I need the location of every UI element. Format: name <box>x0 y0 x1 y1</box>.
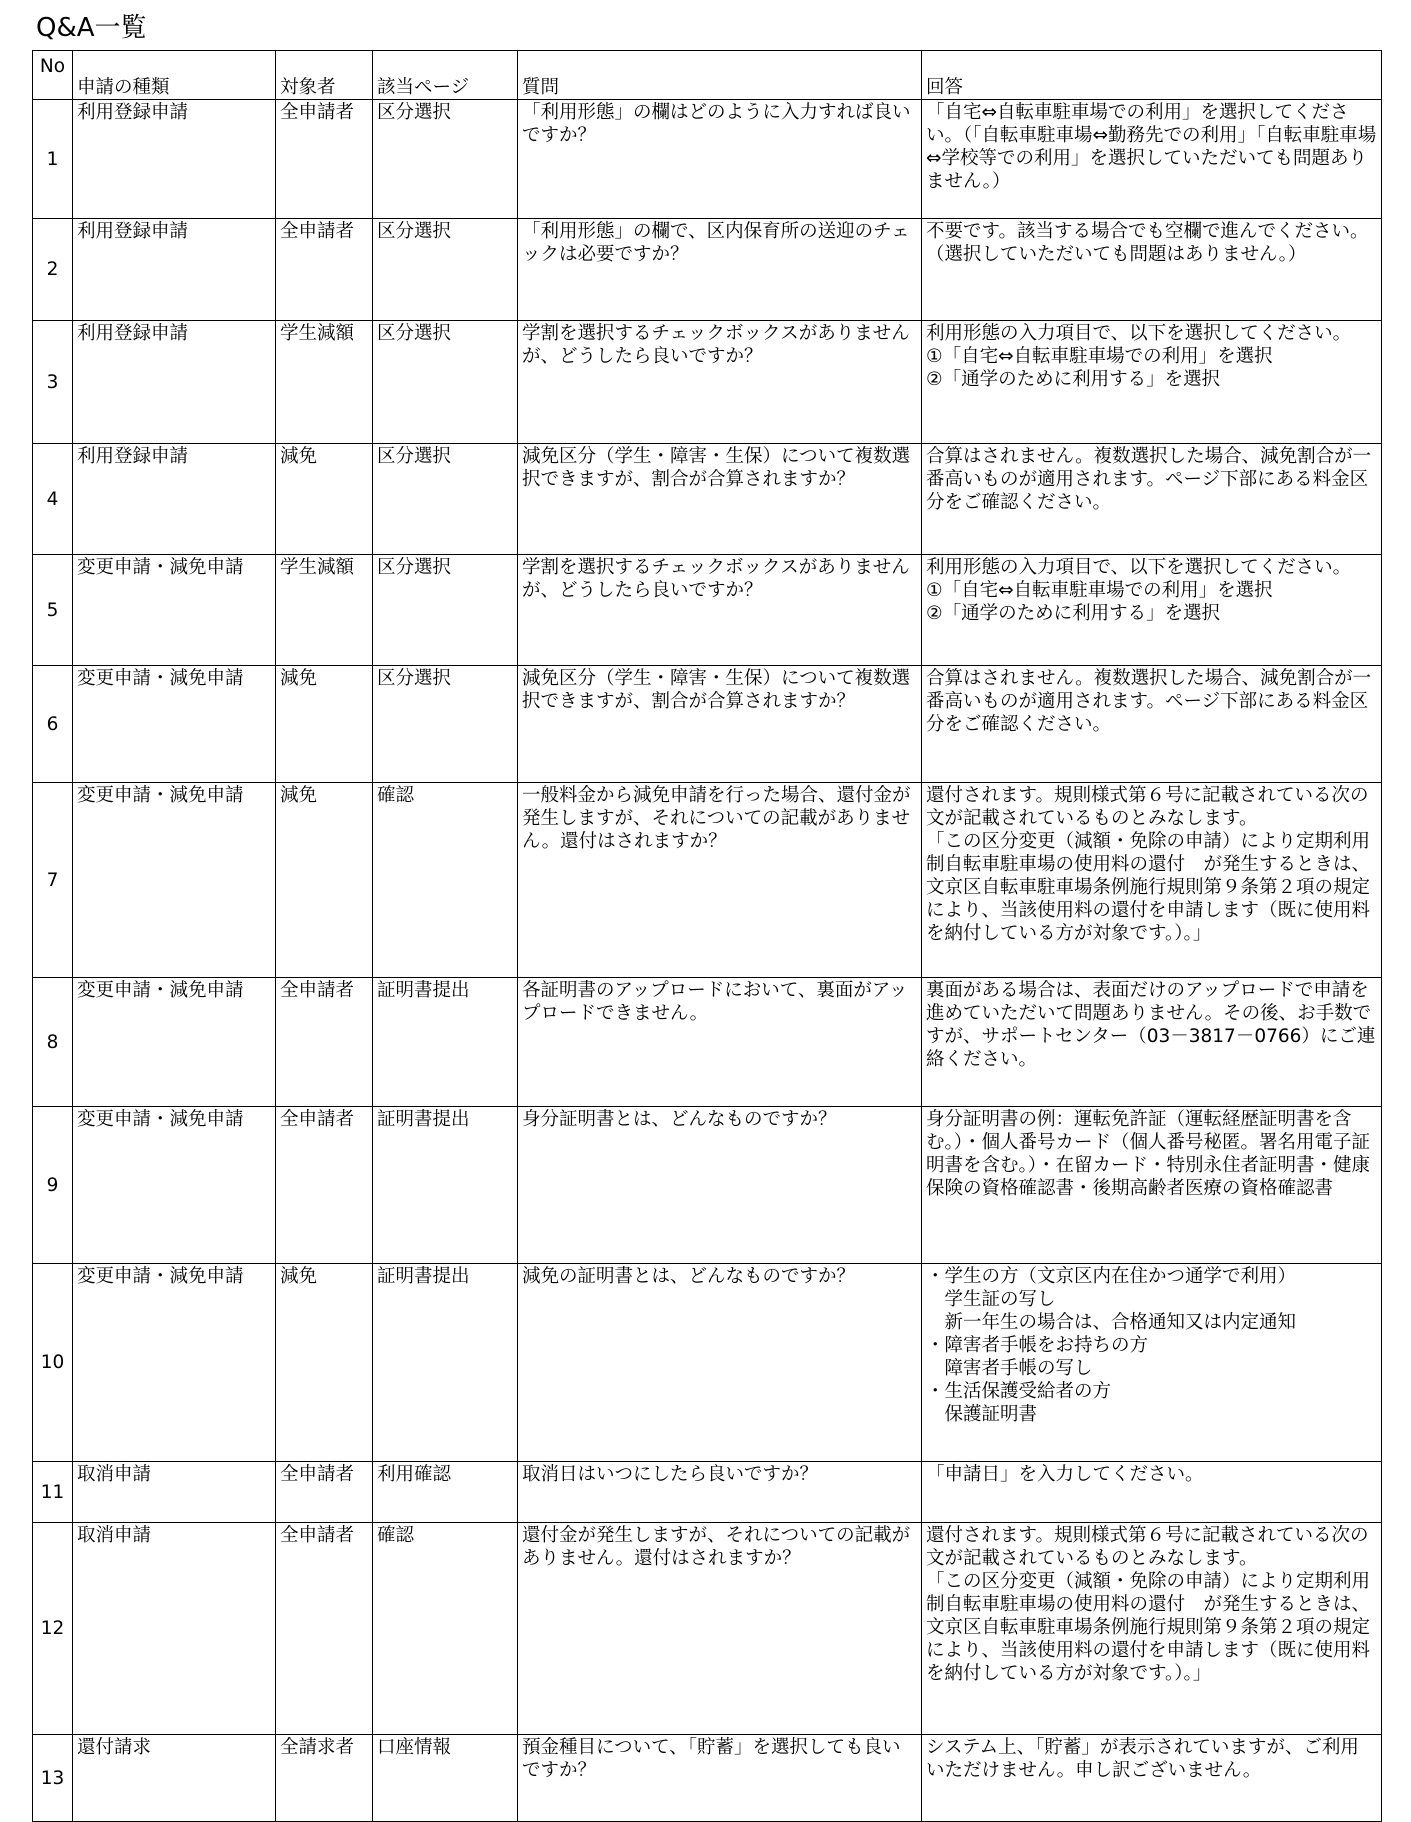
no-cell: 7 <box>33 783 73 978</box>
table-row <box>33 1462 1382 1523</box>
question-cell: 減免区分（学生・障害・生保）について複数選択できますが、割合が合算されますか？ <box>518 444 922 555</box>
question-cell: 預金種目について、「貯蓄」を選択しても良いですか？ <box>518 1735 922 1822</box>
answer-cell: 「自宅⇔自転車駐車場での利用」を選択してください。（「自転車駐車場⇔勤務先での利用」「自転車駐車場⇔学校等での利用」を選択していただいても問題ありません。） <box>922 100 1382 219</box>
question-cell: 身分証明書とは、どんなものですか？ <box>518 1107 922 1264</box>
table-row <box>33 1735 1382 1822</box>
answer-cell: 「申請日」を入力してください。 <box>922 1462 1382 1523</box>
answer-cell: 利用形態の入力項目で、以下を選択してください。 ①「自宅⇔自転車駐車場での利用」を選択 ②「通学のために利用する」を選択 <box>922 321 1382 444</box>
page-cell: 区分選択 <box>373 321 518 444</box>
type-cell: 利用登録申請 <box>73 444 276 555</box>
column-header-answer: 回答 <box>922 51 1382 100</box>
table-row <box>33 978 1382 1107</box>
target-cell: 減免 <box>276 783 373 978</box>
answer-cell: 合算はされません。複数選択した場合、減免割合が一番高いものが適用されます。ページ下部にある料金区分をご確認ください。 <box>922 666 1382 783</box>
column-header-page: 該当ページ <box>373 51 518 100</box>
no-cell: 4 <box>33 444 73 555</box>
table-row <box>33 321 1382 444</box>
target-cell: 全申請者 <box>276 1462 373 1523</box>
column-header-target: 対象者 <box>276 51 373 100</box>
no-cell: 10 <box>33 1264 73 1462</box>
answer-cell: ・学生の方（文京区内在住かつ通学で利用） 学生証の写し 新一年生の場合は、合格通知又は内定通知 ・障害者手帳をお持ちの方 障害者手帳の写し ・生活保護受給者の方 保護証明書 <box>922 1264 1382 1462</box>
type-cell: 利用登録申請 <box>73 219 276 321</box>
table-row <box>33 444 1382 555</box>
answer-cell: システム上、「貯蓄」が表示されていますが、ご利用いただけません。申し訳ございません。 <box>922 1735 1382 1822</box>
type-cell: 利用登録申請 <box>73 100 276 219</box>
table-row <box>33 666 1382 783</box>
page-cell: 証明書提出 <box>373 1264 518 1462</box>
question-cell: 各証明書のアップロードにおいて、裏面がアップロードできません。 <box>518 978 922 1107</box>
table-row <box>33 1523 1382 1735</box>
type-cell: 変更申請・減免申請 <box>73 1107 276 1264</box>
page-cell: 区分選択 <box>373 219 518 321</box>
column-header-type: 申請の種類 <box>73 51 276 100</box>
page-cell: 証明書提出 <box>373 1107 518 1264</box>
type-cell: 取消申請 <box>73 1523 276 1735</box>
target-cell: 全請求者 <box>276 1735 373 1822</box>
table-row <box>33 555 1382 666</box>
no-cell: 2 <box>33 219 73 321</box>
page-cell: 区分選択 <box>373 444 518 555</box>
qa-table <box>32 50 1382 1822</box>
page-cell: 区分選択 <box>373 555 518 666</box>
answer-cell: 合算はされません。複数選択した場合、減免割合が一番高いものが適用されます。ページ下部にある料金区分をご確認ください。 <box>922 444 1382 555</box>
no-cell: 12 <box>33 1523 73 1735</box>
page-cell: 口座情報 <box>373 1735 518 1822</box>
question-cell: 取消日はいつにしたら良いですか？ <box>518 1462 922 1523</box>
table-row <box>33 100 1382 219</box>
question-cell: 減免の証明書とは、どんなものですか？ <box>518 1264 922 1462</box>
target-cell: 学生減額 <box>276 555 373 666</box>
no-cell: 8 <box>33 978 73 1107</box>
answer-cell: 還付されます。規則様式第６号に記載されている次の文が記載されているものとみなします。 「この区分変更（減額・免除の申請）により定期利用制自転車駐車場の使用料の還付 が発生するときは、文京区自転車駐車場条例施行規則第９条第２項の規定により、当該使用料の還付を申請します（既に使用料を納付している方が対象です。）。」 <box>922 783 1382 978</box>
target-cell: 学生減額 <box>276 321 373 444</box>
target-cell: 全申請者 <box>276 100 373 219</box>
answer-cell: 不要です。該当する場合でも空欄で進んでください。（選択していただいても問題はありません。） <box>922 219 1382 321</box>
header-row <box>33 51 1382 100</box>
answer-cell: 裏面がある場合は、表面だけのアップロードで申請を進めていただいて問題ありません。その後、お手数ですが、サポートセンター（03－3817－0766）にご連絡ください。 <box>922 978 1382 1107</box>
page-cell: 確認 <box>373 1523 518 1735</box>
type-cell: 変更申請・減免申請 <box>73 555 276 666</box>
question-cell: 一般料金から減免申請を行った場合、還付金が発生しますが、それについての記載がありません。還付はされますか？ <box>518 783 922 978</box>
type-cell: 変更申請・減免申請 <box>73 666 276 783</box>
answer-cell: 還付されます。規則様式第６号に記載されている次の文が記載されているものとみなします。 「この区分変更（減額・免除の申請）により定期利用制自転車駐車場の使用料の還付 が発生するときは、文京区自転車駐車場条例施行規則第９条第２項の規定により、当該使用料の還付を申請します（既に使用料を納付している方が対象です。）。」 <box>922 1523 1382 1735</box>
type-cell: 変更申請・減免申請 <box>73 783 276 978</box>
page-cell: 区分選択 <box>373 100 518 219</box>
target-cell: 減免 <box>276 444 373 555</box>
no-cell: 5 <box>33 555 73 666</box>
type-cell: 利用登録申請 <box>73 321 276 444</box>
page-title: Q&A一覧 <box>36 13 147 43</box>
page-cell: 利用確認 <box>373 1462 518 1523</box>
question-cell: 「利用形態」の欄はどのように入力すれば良いですか？ <box>518 100 922 219</box>
answer-cell: 身分証明書の例：運転免許証（運転経歴証明書を含む。）・個人番号カード（個人番号秘匿。署名用電子証明書を含む。）・在留カード・特別永住者証明書・健康保険の資格確認書・後期高齢者医療の資格確認書 <box>922 1107 1382 1264</box>
no-cell: 6 <box>33 666 73 783</box>
column-header-question: 質問 <box>518 51 922 100</box>
question-cell: 学割を選択するチェックボックスがありませんが、どうしたら良いですか？ <box>518 555 922 666</box>
page-cell: 区分選択 <box>373 666 518 783</box>
no-cell: 9 <box>33 1107 73 1264</box>
answer-cell: 利用形態の入力項目で、以下を選択してください。 ①「自宅⇔自転車駐車場での利用」を選択 ②「通学のために利用する」を選択 <box>922 555 1382 666</box>
no-cell: 13 <box>33 1735 73 1822</box>
question-cell: 還付金が発生しますが、それについての記載がありません。還付はされますか？ <box>518 1523 922 1735</box>
table-row <box>33 219 1382 321</box>
target-cell: 減免 <box>276 666 373 783</box>
table-row <box>33 1107 1382 1264</box>
no-cell: 11 <box>33 1462 73 1523</box>
question-cell: 学割を選択するチェックボックスがありませんが、どうしたら良いですか？ <box>518 321 922 444</box>
no-cell: 1 <box>33 100 73 219</box>
no-cell: 3 <box>33 321 73 444</box>
target-cell: 全申請者 <box>276 1107 373 1264</box>
column-header-no: No <box>33 51 73 100</box>
type-cell: 変更申請・減免申請 <box>73 978 276 1107</box>
type-cell: 変更申請・減免申請 <box>73 1264 276 1462</box>
target-cell: 全申請者 <box>276 978 373 1107</box>
target-cell: 減免 <box>276 1264 373 1462</box>
question-cell: 減免区分（学生・障害・生保）について複数選択できますが、割合が合算されますか？ <box>518 666 922 783</box>
target-cell: 全申請者 <box>276 219 373 321</box>
page-cell: 証明書提出 <box>373 978 518 1107</box>
table-row <box>33 783 1382 978</box>
table-row <box>33 1264 1382 1462</box>
target-cell: 全申請者 <box>276 1523 373 1735</box>
page-cell: 確認 <box>373 783 518 978</box>
type-cell: 取消申請 <box>73 1462 276 1523</box>
type-cell: 還付請求 <box>73 1735 276 1822</box>
question-cell: 「利用形態」の欄で、区内保育所の送迎のチェックは必要ですか？ <box>518 219 922 321</box>
